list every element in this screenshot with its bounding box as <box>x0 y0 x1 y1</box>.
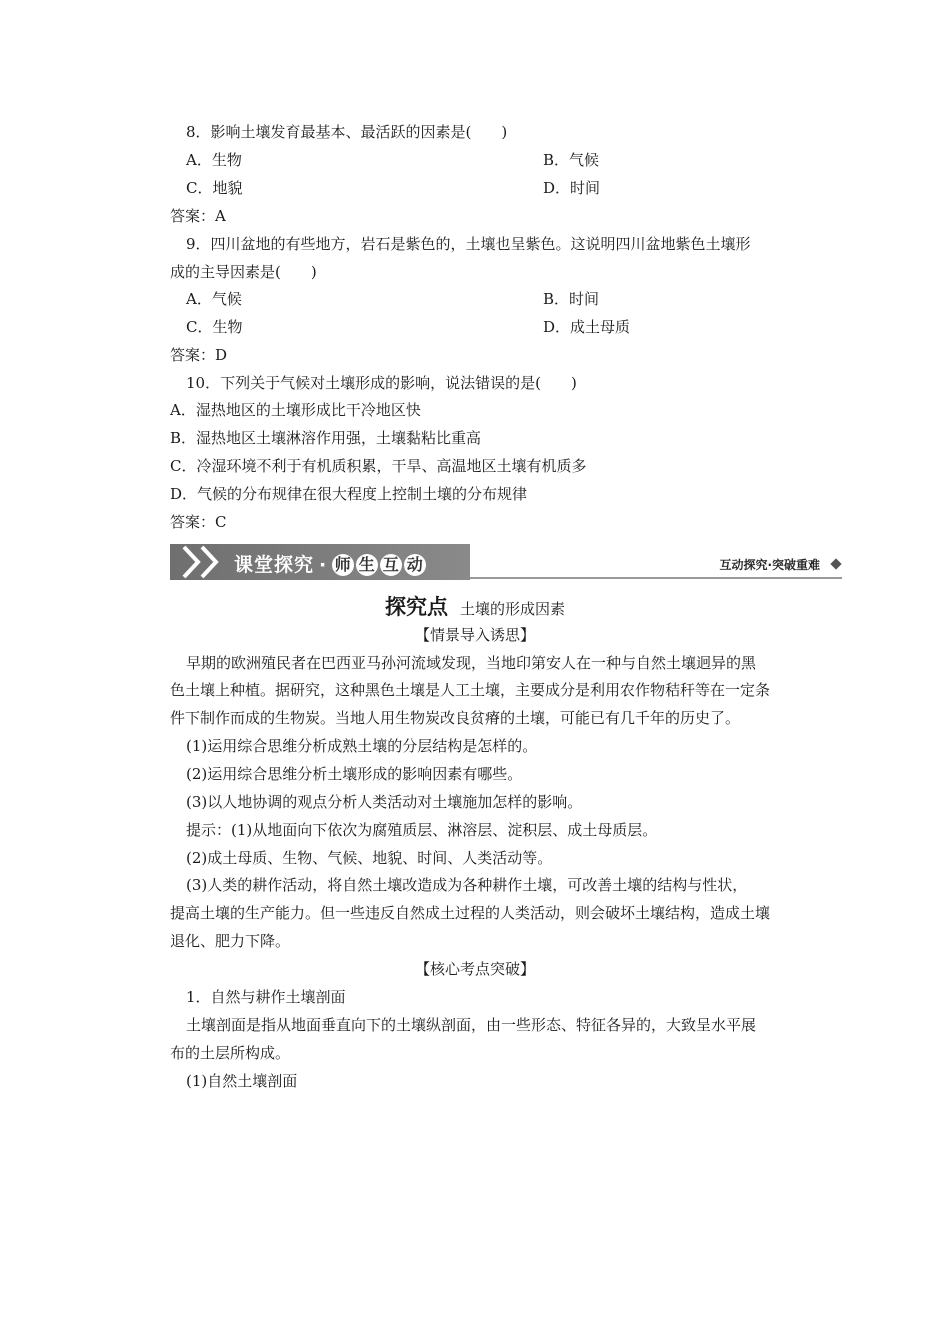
hint-line: 提示：(1)从地面向下依次为腐殖质层、淋溶层、淀积层、成土母质层。 <box>186 821 658 839</box>
core-heading: 【核心考点突破】 <box>414 960 535 978</box>
intro-paragraph-line: 件下制作而成的生物炭。当地人用生物炭改良贫瘠的土壤，可能已有几千年的历史了。 <box>170 709 741 727</box>
q8-stem: 8．影响土壤发育最基本、最活跃的因素是( ) <box>186 123 508 141</box>
hint-line: 提高土壤的生产能力。但一些违反自然成土过程的人类活动，则会破坏土壤结构，造成土壤 <box>170 904 771 922</box>
core-paragraph-line: 布的土层所构成。 <box>170 1044 291 1062</box>
question-item: (3)以人地协调的观点分析人类活动对土壤施加怎样的影响。 <box>186 793 583 811</box>
banner-char: 动 <box>404 554 426 576</box>
q8-option-b: B．气候 <box>543 151 600 169</box>
hint-line: (3)人类的耕作活动，将自然土壤改造成为各种耕作土壤，可改善土壤的结构与性状， <box>186 876 748 894</box>
diamond-icon <box>830 558 841 569</box>
question-item: (2)运用综合思维分析土壤形成的影响因素有哪些。 <box>186 765 523 783</box>
core-item-title: 1．自然与耕作土壤剖面 <box>186 988 346 1006</box>
q8-option-c: C．地貌 <box>186 179 243 197</box>
q9-option-b: B．时间 <box>543 290 600 308</box>
intro-heading: 【情景导入诱思】 <box>414 626 535 644</box>
chevron-right-icon <box>196 544 222 580</box>
q9-option-a: A．气候 <box>186 290 242 308</box>
section-heading-main: 探究点 <box>384 595 448 619</box>
banner-dot: · <box>319 554 328 576</box>
question-item: (1)运用综合思维分析成熟土壤的分层结构是怎样的。 <box>186 737 538 755</box>
q8-answer: 答案：A <box>170 207 226 225</box>
q10-stem: 10．下列关于气候对土壤形成的影响，说法错误的是( ) <box>186 374 577 392</box>
banner-title-text: 课堂探究 <box>234 554 315 576</box>
q9-stem-line2: 成的主导因素是( ) <box>170 263 317 281</box>
banner-char: 生 <box>356 554 378 576</box>
section-banner <box>170 544 842 580</box>
q10-option-a: A．湿热地区的土壤形成比干冷地区快 <box>170 401 421 419</box>
q10-option-b: B．湿热地区土壤淋溶作用强，土壤黏粘比重高 <box>170 429 482 447</box>
q10-option-c: C．冷湿环境不利于有机质积累，干旱、高温地区土壤有机质多 <box>170 457 587 475</box>
banner-title <box>234 550 428 577</box>
intro-paragraph-line: 色土壤上种植。据研究，这种黑色土壤是人工土壤，主要成分是利用农作物秸秆等在一定条 <box>170 681 771 699</box>
banner-char: 互 <box>380 554 402 576</box>
intro-paragraph-line: 早期的欧洲殖民者在巴西亚马孙河流域发现，当地印第安人在一种与自然土壤迥异的黑 <box>186 654 757 672</box>
core-subheading: (1)自然土壤剖面 <box>186 1072 298 1090</box>
q9-stem-line1: 9．四川盆地的有些地方，岩石是紫色的，土壤也呈紫色。这说明四川盆地紫色土壤形 <box>186 235 751 253</box>
core-paragraph-line: 土壤剖面是指从地面垂直向下的土壤纵剖面，由一些形态、特征各异的，大致呈水平展 <box>186 1016 757 1034</box>
banner-char: 师 <box>332 554 354 576</box>
q9-option-d: D．成土母质 <box>543 318 631 336</box>
banner-rule <box>470 577 842 579</box>
banner-right-text: 互动探究·突破重难 <box>719 558 820 572</box>
q8-option-a: A．生物 <box>186 151 242 169</box>
q10-answer: 答案：C <box>170 513 227 531</box>
q8-option-d: D．时间 <box>543 179 601 197</box>
q10-option-d: D．气候的分布规律在很大程度上控制土壤的分布规律 <box>170 485 528 503</box>
hint-line: (2)成土母质、生物、气候、地貌、时间、人类活动等。 <box>186 849 553 867</box>
q9-answer: 答案：D <box>170 346 228 364</box>
hint-line: 退化、肥力下降。 <box>170 932 291 950</box>
section-heading <box>0 594 950 622</box>
q9-option-c: C．生物 <box>186 318 243 336</box>
section-heading-sub: 土壤的形成因素 <box>459 600 565 618</box>
